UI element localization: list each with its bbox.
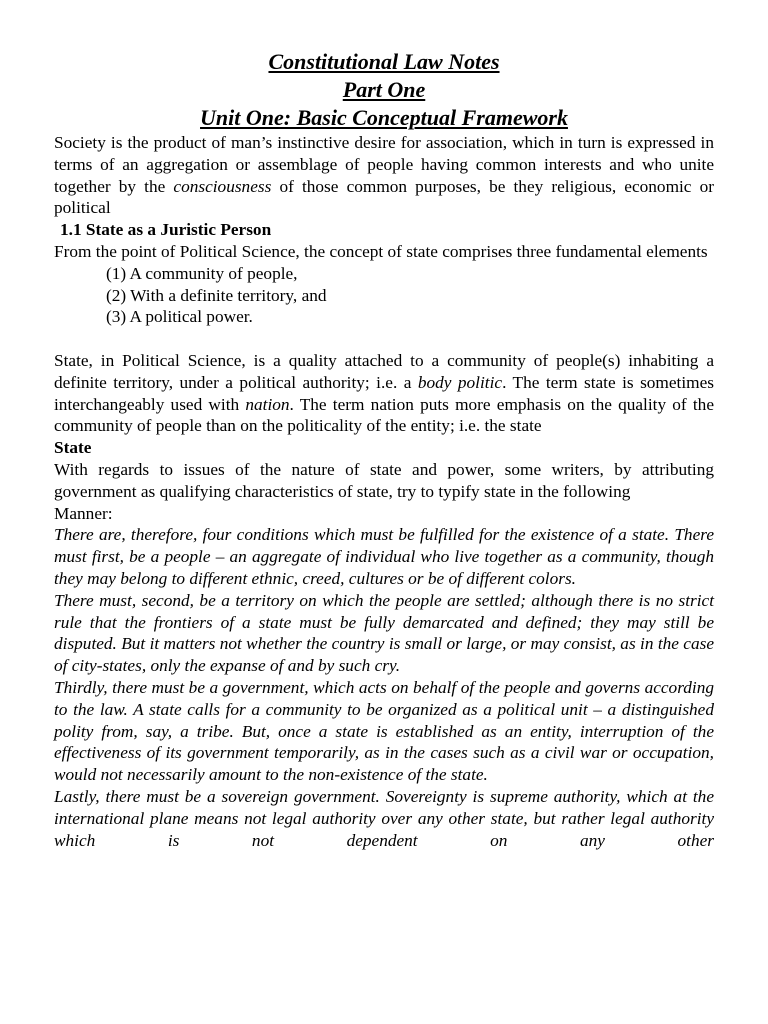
quote-paragraph-2: There must, second, be a territory on which the people are settled; although there is no strict rule that the frontiers of a state must be fully demarcated and defined; they may still be disputed. But it matters not whether the country is small or large, or may consist, as in the case of city-states, only the expanse of and by such cry. [54,590,714,676]
element-item-1: (1) A community of people, [106,263,298,283]
state-def-text-b: . The term state is sometimes interchangeably used with [54,372,714,414]
document-title: Constitutional Law Notes [268,49,500,74]
intro-emphasis: consciousness [173,176,272,196]
state-heading: State [54,438,92,458]
paragraph-gap [54,328,714,350]
element-item-2: (2) With a definite territory, and [106,285,327,305]
quote-paragraph-1: There are, therefore, four conditions which must be fulfilled for the existence of a state. There must first, be a people – an aggregate of individual who live together as a community, though they may belong to different ethnic, creed, cultures or be of different colors. [54,525,714,588]
body-politic-emphasis: body politic [417,372,503,392]
nation-emphasis: nation [245,394,290,414]
element-item-3: (3) A political power. [106,307,253,327]
section-heading-1-1: 1.1 State as a Juristic Person [60,220,272,240]
intro-paragraph [54,132,714,219]
intro-text-a: Society is the product of man’s instinctive desire for association, which in turn is expressed in terms of an aggregation or assemblage of people having common interests and who unite together by the [54,133,714,196]
unit-title: Unit One: Basic Conceptual Framework [200,105,568,130]
part-title: Part One [342,77,426,102]
state-definition-paragraph [54,350,714,437]
section-1-1-paragraph: From the point of Political Science, the concept of state comprises three fundamental elements [54,241,708,261]
quote-paragraph-3: Thirdly, there must be a government, which acts on behalf of the people and governs according to the law. A state calls for a community to be organized as a political unit – a distinguished polity from, say, a tribe. But, once a state is established as an entity, interruption of the effectiveness of its government temporarily, as in the cases such as a civil war or occupation, would not necessarily amount to the non-existence of the state. [54,677,714,785]
state-def-text-c: . The term nation puts more emphasis on the quality of the community of people than on the politicality of the entity; i.e. the state [54,394,714,436]
state-def-text-a: State, in Political Science, is a quality attached to a community of people(s) inhabiting a definite territory, under a political authority; i.e. a [54,350,714,392]
intro-text-b: of those common purposes, be they religious, economic or political [54,176,715,218]
state-paragraph-tail: Manner: [54,503,113,523]
state-paragraph: With regards to issues of the nature of state and power, some writers, by attributing government as qualifying characteristics of state, try to typify state in the following [54,459,714,501]
quote-paragraph-4: Lastly, there must be a sovereign government. Sovereignty is supreme authority, which at the international plane means not legal authority over any other state, but rather legal authority which is not dependent on any other [54,786,714,850]
